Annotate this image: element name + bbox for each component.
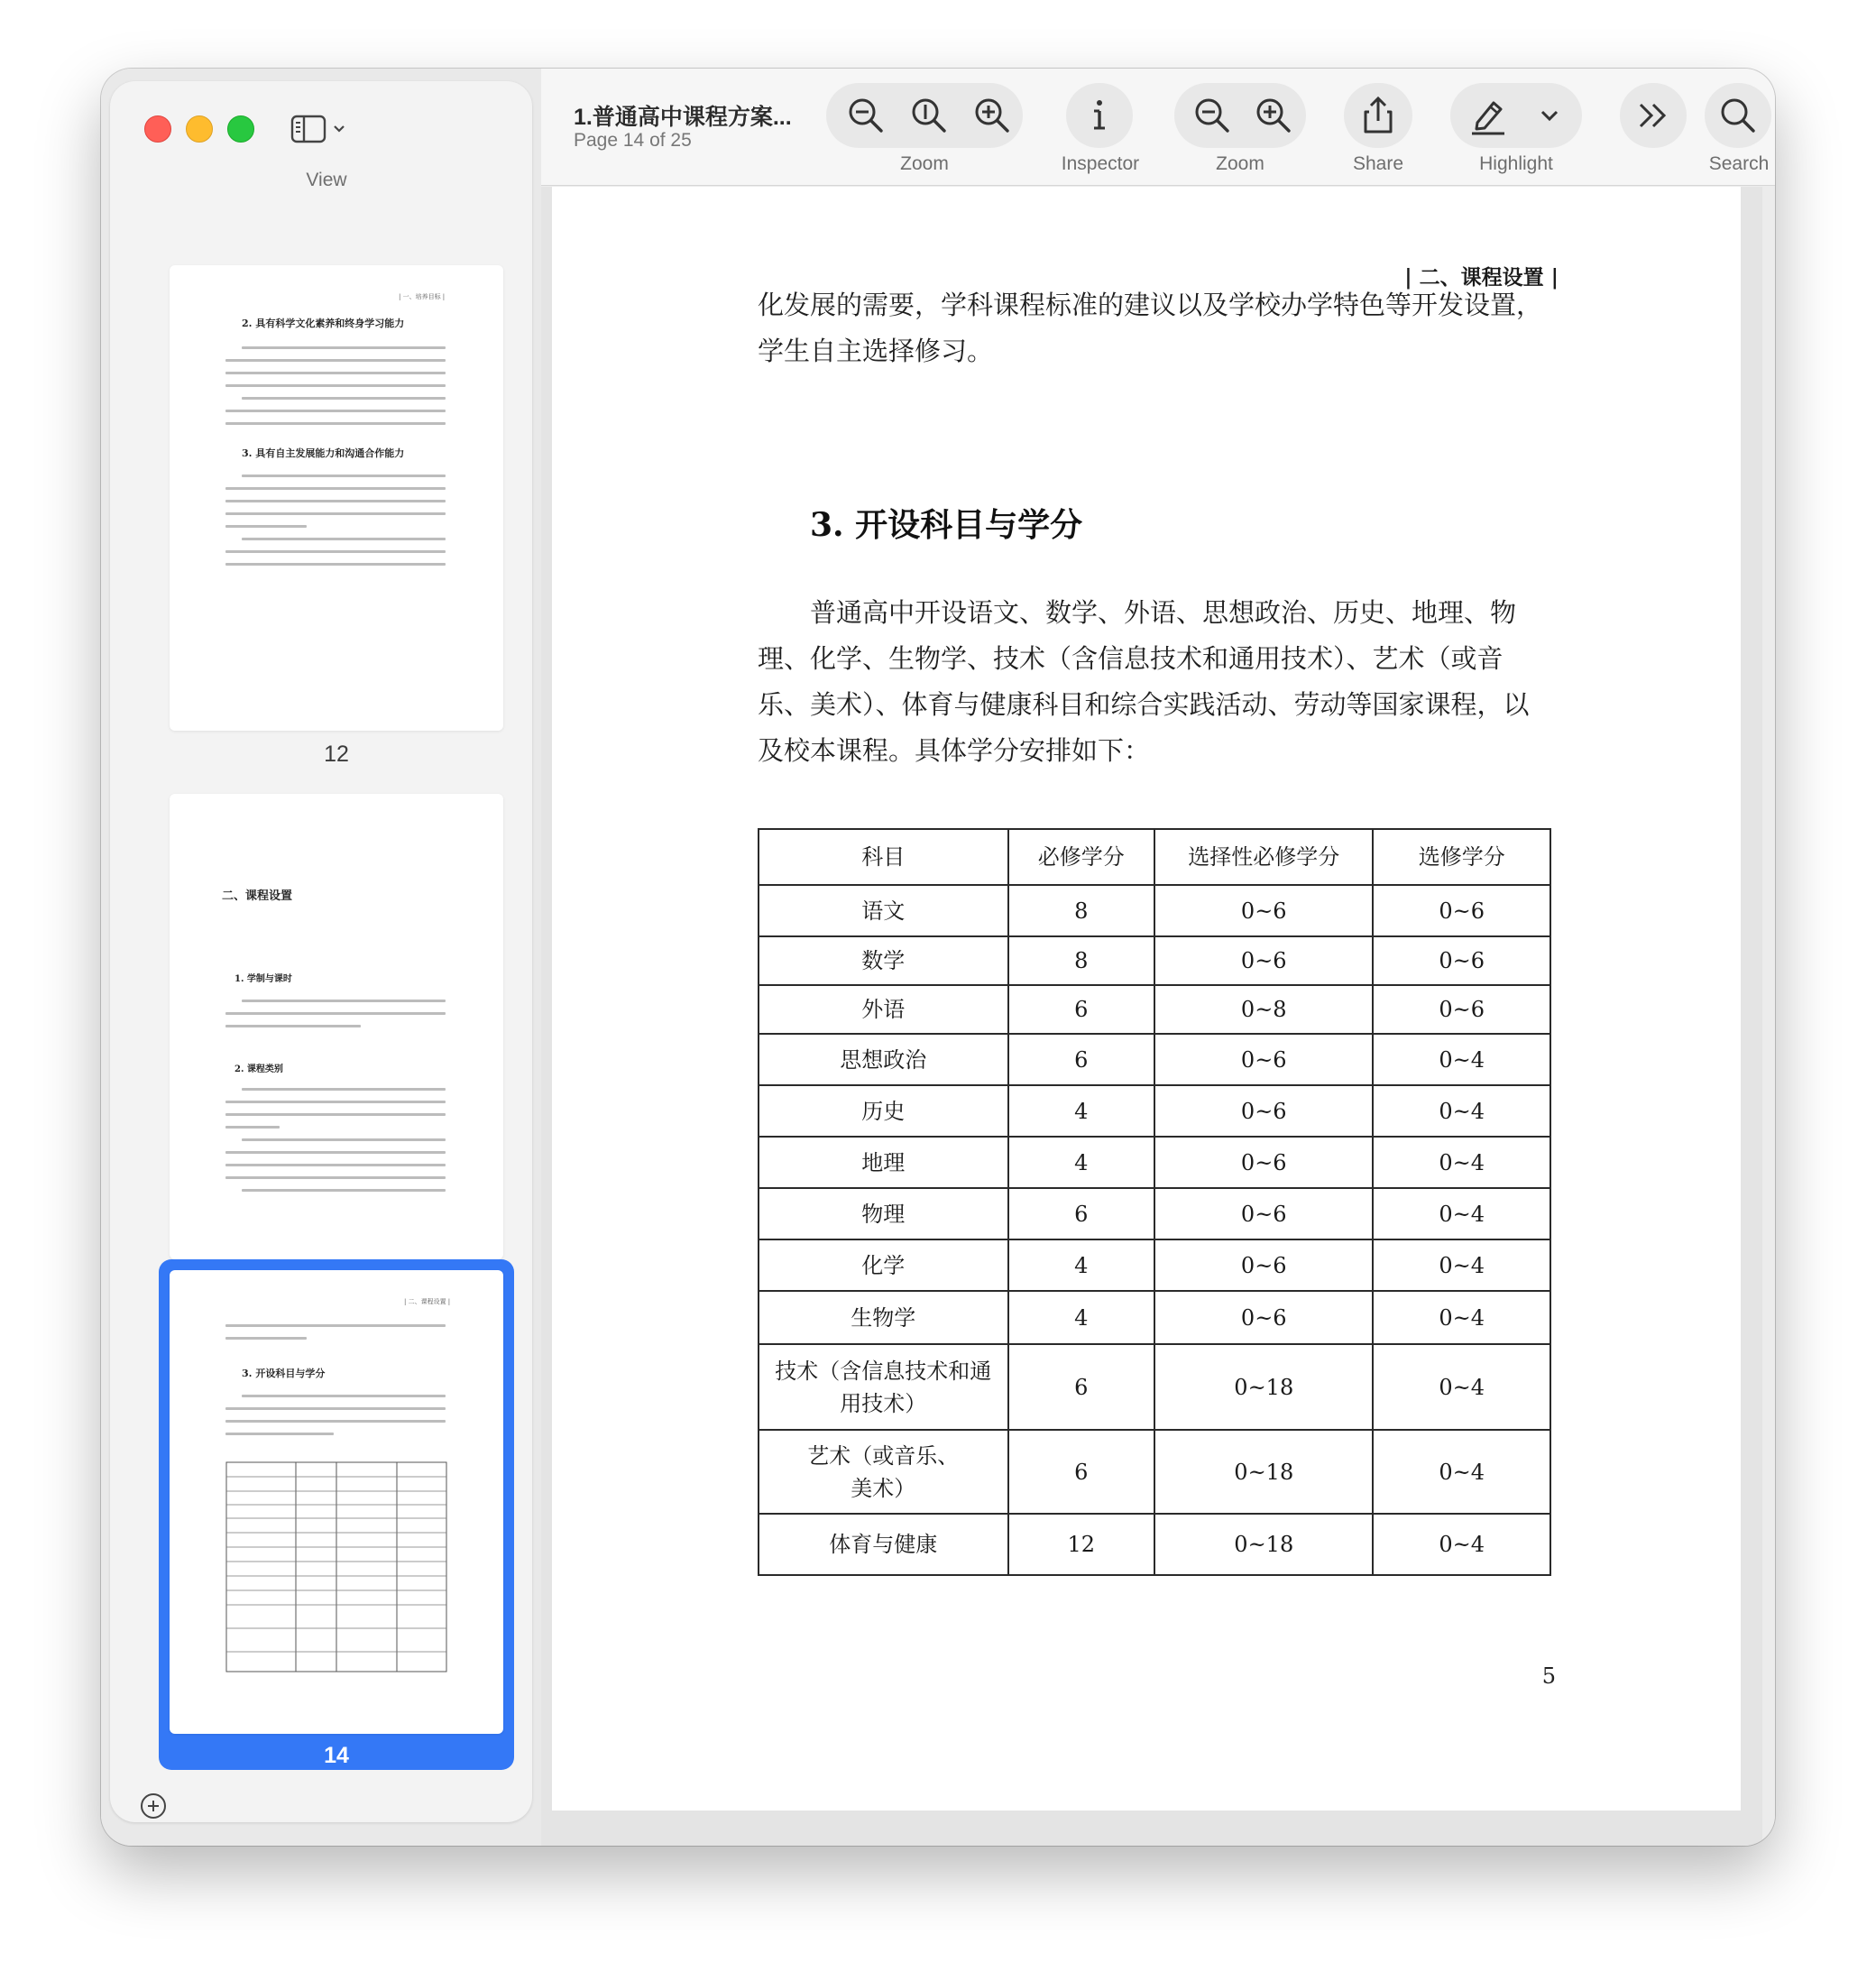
table-header-cell: 必修学分 [1008, 829, 1155, 885]
table-cell: 0~6 [1154, 1188, 1373, 1239]
vertical-scrollbar[interactable] [1762, 187, 1775, 1846]
table-cell: 体育与健康 [759, 1514, 1008, 1575]
document-title: 1.普通高中课程方案... [574, 105, 792, 130]
table-row [759, 1514, 1550, 1575]
table-cell: 外语 [759, 985, 1008, 1034]
preview-window [101, 69, 1775, 1846]
table-cell: 4 [1008, 1239, 1155, 1291]
share-icon[interactable] [1356, 94, 1400, 137]
table-cell: 0~6 [1154, 1137, 1373, 1188]
table-cell: 数学 [759, 936, 1008, 985]
table-row [759, 1239, 1550, 1291]
table-cell: 0~6 [1373, 985, 1550, 1034]
zoom-in-icon[interactable] [1252, 94, 1295, 137]
thumbnail-page-13[interactable] [170, 794, 503, 1259]
thumb-header: | 一、培养目标 | [399, 293, 446, 300]
thumb-heading: 二、课程设置 [222, 889, 293, 903]
running-header: | 二、课程设置 | [1404, 265, 1559, 290]
table-cell: 0~4 [1373, 1188, 1550, 1239]
thumb-table [225, 1461, 447, 1672]
table-row [759, 1137, 1550, 1188]
table-cell: 物理 [759, 1188, 1008, 1239]
table-cell: 6 [1008, 1344, 1155, 1430]
table-cell: 0~4 [1373, 1344, 1550, 1430]
highlight-pen-icon[interactable] [1467, 94, 1510, 137]
table-cell: 0~6 [1154, 1085, 1373, 1137]
table-cell: 8 [1008, 885, 1155, 936]
chevron-down-icon [332, 124, 346, 134]
table-cell: 0~4 [1373, 1514, 1550, 1575]
view-menu-button[interactable] [290, 108, 363, 150]
minimize-window-button[interactable] [186, 115, 213, 143]
table-row [759, 885, 1550, 936]
table-cell: 思想政治 [759, 1034, 1008, 1085]
table-cell: 0~18 [1154, 1514, 1373, 1575]
thumbnail-page-number: 14 [324, 1743, 349, 1768]
table-cell: 12 [1008, 1514, 1155, 1575]
zoom-in-icon[interactable] [970, 94, 1014, 137]
zoom-label: Zoom [900, 153, 949, 174]
table-cell: 6 [1008, 1034, 1155, 1085]
sidebar [101, 69, 541, 1846]
table-cell: 0~18 [1154, 1430, 1373, 1514]
thumb-heading: 2. 具有科学文化素养和终身学习能力 [242, 318, 405, 329]
table-row [759, 1430, 1550, 1514]
thumb-heading: 3. 具有自主发展能力和沟通合作能力 [242, 447, 405, 459]
zoom-out-icon[interactable] [844, 94, 887, 137]
table-cell: 0~6 [1154, 936, 1373, 985]
close-window-button[interactable] [144, 115, 171, 143]
table-header-row [759, 829, 1550, 885]
table-cell: 0~4 [1373, 1085, 1550, 1137]
sidebar-toggle-icon [290, 115, 326, 143]
table-cell: 6 [1008, 985, 1155, 1034]
table-cell: 0~4 [1373, 1291, 1550, 1344]
table-header-cell: 选修学分 [1373, 829, 1550, 885]
table-row [759, 1291, 1550, 1344]
table-cell: 0~4 [1373, 1137, 1550, 1188]
table-cell: 4 [1008, 1085, 1155, 1137]
table-row [759, 1085, 1550, 1137]
search-icon[interactable] [1716, 94, 1760, 137]
zoom-out-icon[interactable] [1191, 94, 1234, 137]
table-cell: 0~6 [1154, 1291, 1373, 1344]
chevron-down-icon[interactable] [1528, 94, 1571, 137]
zoom-label: Zoom [1216, 153, 1264, 174]
view-label: View [306, 170, 347, 190]
table-cell: 0~6 [1373, 885, 1550, 936]
table-cell: 8 [1008, 936, 1155, 985]
table-cell: 6 [1008, 1430, 1155, 1514]
table-cell: 0~4 [1373, 1239, 1550, 1291]
table-row [759, 985, 1550, 1034]
table-cell: 地理 [759, 1137, 1008, 1188]
table-row [759, 936, 1550, 985]
table-header-cell: 科目 [759, 829, 1008, 885]
table-header-cell: 选择性必修学分 [1154, 829, 1373, 885]
table-cell: 0~8 [1154, 985, 1373, 1034]
table-cell: 4 [1008, 1291, 1155, 1344]
table-cell: 语文 [759, 885, 1008, 936]
thumb-heading: 1. 学制与课时 [234, 974, 292, 984]
more-chevrons-icon[interactable] [1632, 94, 1675, 137]
thumb-header: | 二、课程设置 | [404, 1298, 451, 1305]
inspector-label: Inspector [1061, 153, 1140, 174]
credits-table [758, 828, 1551, 1576]
share-label: Share [1352, 153, 1404, 174]
maximize-window-button[interactable] [227, 115, 254, 143]
info-icon[interactable] [1078, 94, 1121, 137]
highlight-label: Highlight [1479, 153, 1553, 174]
table-cell: 0~6 [1154, 1239, 1373, 1291]
plus-icon [143, 1795, 164, 1817]
table-cell: 艺术（或音乐、美术） [759, 1430, 1008, 1514]
table-cell: 0~6 [1373, 936, 1550, 985]
table-row [759, 1344, 1550, 1430]
toolbar [541, 69, 1775, 186]
pdf-page [552, 187, 1741, 1811]
table-cell: 4 [1008, 1137, 1155, 1188]
document-view[interactable] [541, 187, 1775, 1846]
table-cell: 生物学 [759, 1291, 1008, 1344]
intro-paragraph: 化发展的需要，学科课程标准的建议以及学校办学特色等开发设置，学生自主选择修习。 [758, 290, 1543, 366]
thumbnail-page-12[interactable] [170, 265, 503, 731]
table-cell: 技术（含信息技术和通用技术） [759, 1344, 1008, 1430]
page-indicator: Page 14 of 25 [574, 130, 692, 151]
table-row [759, 1034, 1550, 1085]
sidebar-panel [110, 81, 532, 1822]
thumbnail-page-number: 12 [324, 742, 349, 767]
table-cell: 0~4 [1373, 1034, 1550, 1085]
body-paragraph: 普通高中开设语文、数学、外语、思想政治、历史、地理、物理、化学、生物学、技术（含信息技术和通用技术）、艺术（或音乐、美术）、体育与健康科目和综合实践活动、劳动等国家课程，以及校本课程。具体学分安排如下： [758, 597, 1530, 766]
thumbnail-page-14[interactable] [170, 1270, 503, 1734]
page-number: 5 [1541, 1663, 1556, 1689]
table-cell: 0~4 [1373, 1430, 1550, 1514]
table-row [759, 1188, 1550, 1239]
thumb-heading: 3. 开设科目与学分 [242, 1368, 326, 1379]
table-cell: 0~6 [1154, 885, 1373, 936]
zoom-fit-icon[interactable] [907, 94, 951, 137]
search-label: Search [1708, 153, 1770, 174]
table-cell: 0~18 [1154, 1344, 1373, 1430]
table-cell: 6 [1008, 1188, 1155, 1239]
section-title: 3. 开设科目与学分 [810, 506, 1083, 544]
table-cell: 化学 [759, 1239, 1008, 1291]
add-page-button[interactable] [141, 1793, 166, 1819]
table-cell: 0~6 [1154, 1034, 1373, 1085]
thumb-heading: 2. 课程类别 [234, 1064, 283, 1074]
table-cell: 历史 [759, 1085, 1008, 1137]
